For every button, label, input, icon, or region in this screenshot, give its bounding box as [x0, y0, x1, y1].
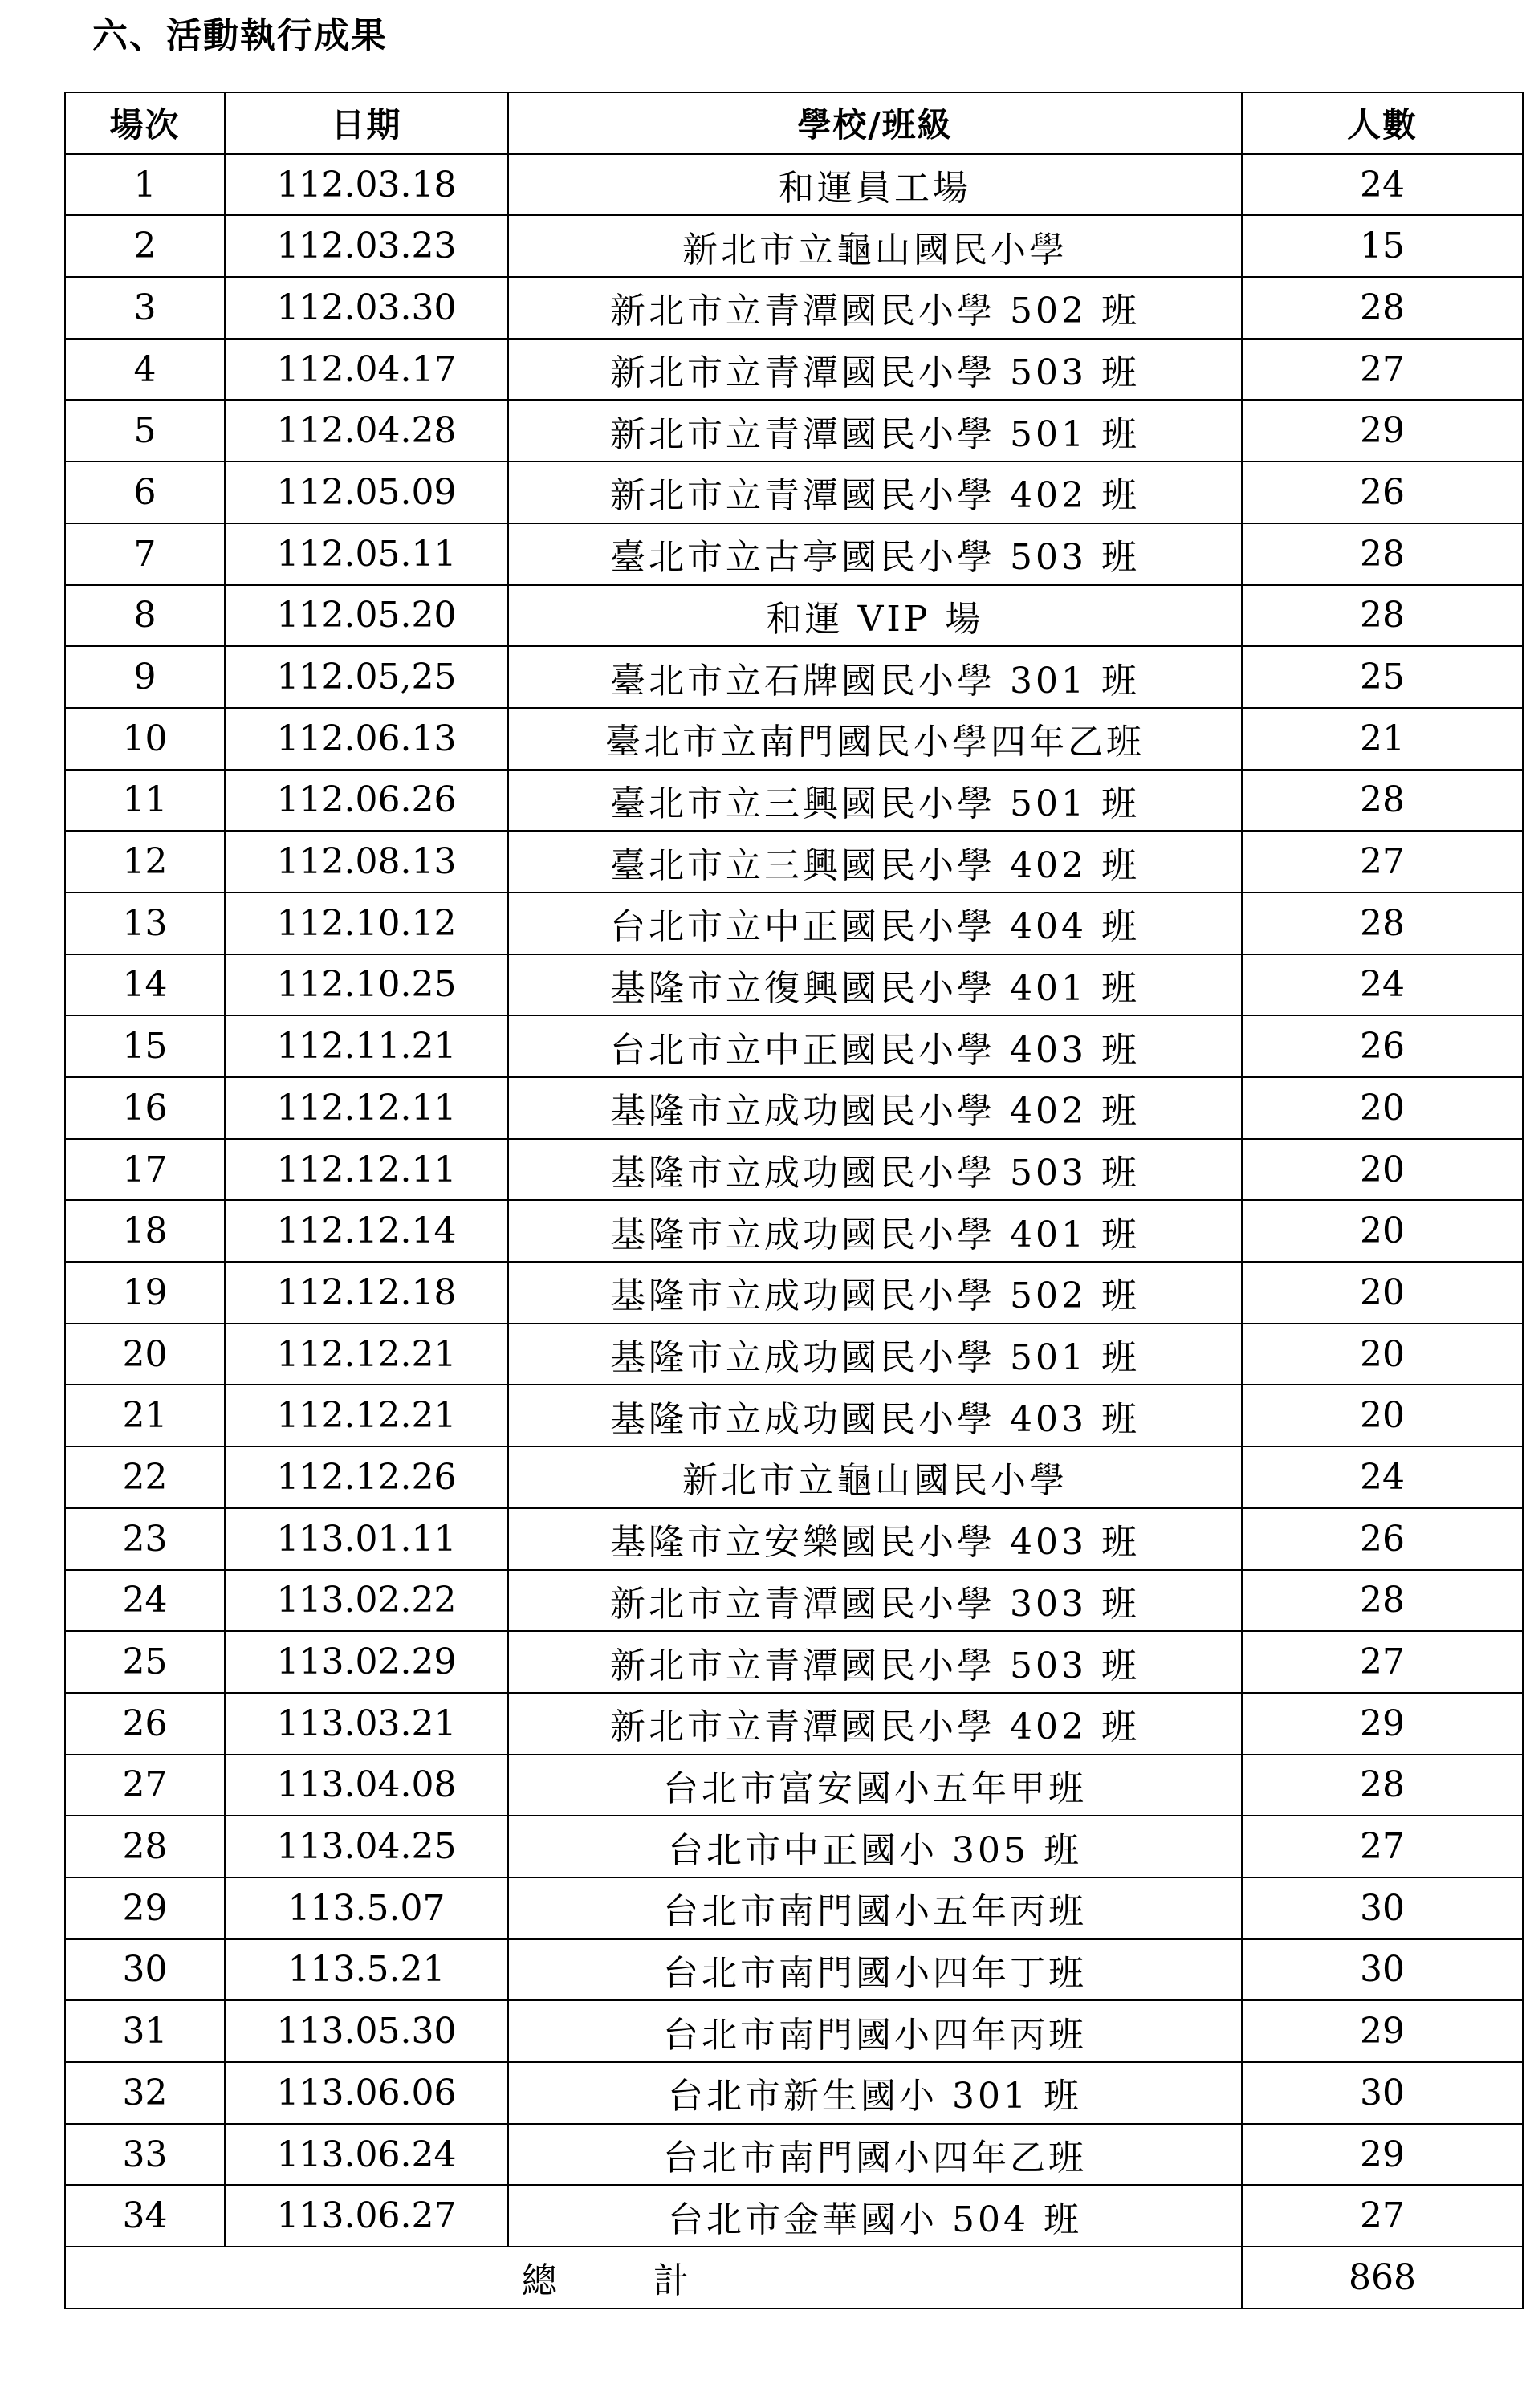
school-cell: 新北市立青潭國民小學 501 班 [508, 400, 1242, 462]
count-cell: 24 [1242, 1446, 1523, 1508]
table-row [65, 2000, 1523, 2062]
date-cell: 112.12.14 [225, 1200, 508, 1262]
count-cell: 20 [1242, 1139, 1523, 1201]
school-cell: 基隆市立復興國民小學 401 班 [508, 954, 1242, 1016]
session-cell: 27 [65, 1755, 225, 1816]
count-cell: 27 [1242, 1631, 1523, 1693]
school-cell: 臺北市立三興國民小學 402 班 [508, 831, 1242, 893]
session-cell: 3 [65, 277, 225, 339]
table-row [65, 215, 1523, 277]
date-cell: 113.06.24 [225, 2124, 508, 2186]
session-cell: 8 [65, 585, 225, 647]
session-cell: 32 [65, 2062, 225, 2124]
date-cell: 112.12.21 [225, 1385, 508, 1446]
session-cell: 20 [65, 1324, 225, 1385]
count-cell: 24 [1242, 154, 1523, 216]
table-row [65, 1324, 1523, 1385]
table-row [65, 1139, 1523, 1201]
session-cell: 24 [65, 1570, 225, 1632]
school-cell: 台北市金華國小 504 班 [508, 2185, 1242, 2247]
table-body [65, 154, 1523, 2247]
date-cell: 112.10.12 [225, 893, 508, 954]
count-cell: 28 [1242, 1755, 1523, 1816]
school-cell: 基隆市立成功國民小學 501 班 [508, 1324, 1242, 1385]
school-cell: 基隆市立安樂國民小學 403 班 [508, 1508, 1242, 1570]
school-cell: 基隆市立成功國民小學 503 班 [508, 1139, 1242, 1201]
school-cell: 基隆市立成功國民小學 403 班 [508, 1385, 1242, 1446]
session-cell: 34 [65, 2185, 225, 2247]
count-cell: 24 [1242, 954, 1523, 1016]
session-cell: 13 [65, 893, 225, 954]
table-row [65, 770, 1523, 832]
count-cell: 30 [1242, 1939, 1523, 2001]
date-cell: 113.06.27 [225, 2185, 508, 2247]
school-cell: 新北市立青潭國民小學 503 班 [508, 339, 1242, 401]
count-cell: 29 [1242, 400, 1523, 462]
table-row [65, 1816, 1523, 1877]
date-cell: 113.03.21 [225, 1693, 508, 1755]
school-cell: 台北市立中正國民小學 403 班 [508, 1015, 1242, 1077]
table-row [65, 1877, 1523, 1939]
total-value: 868 [1242, 2247, 1523, 2308]
table-row [65, 1693, 1523, 1755]
count-cell: 29 [1242, 2000, 1523, 2062]
table-row [65, 1755, 1523, 1816]
date-cell: 112.05,25 [225, 646, 508, 708]
date-cell: 113.05.30 [225, 2000, 508, 2062]
count-cell: 26 [1242, 1015, 1523, 1077]
table-row [65, 1015, 1523, 1077]
count-cell: 27 [1242, 831, 1523, 893]
count-cell: 28 [1242, 770, 1523, 832]
count-cell: 28 [1242, 585, 1523, 647]
session-cell: 18 [65, 1200, 225, 1262]
count-cell: 20 [1242, 1262, 1523, 1324]
date-cell: 112.04.17 [225, 339, 508, 401]
school-cell: 台北市中正國小 305 班 [508, 1816, 1242, 1877]
section-heading: 六、活動執行成果 [92, 15, 388, 56]
header-school-class: 學校/班級 [508, 92, 1242, 154]
date-cell: 112.10.25 [225, 954, 508, 1016]
date-cell: 113.02.22 [225, 1570, 508, 1632]
table-row [65, 2185, 1523, 2247]
school-cell: 臺北市立三興國民小學 501 班 [508, 770, 1242, 832]
date-cell: 113.04.25 [225, 1816, 508, 1877]
header-session: 場次 [65, 92, 225, 154]
school-cell: 台北市南門國小五年丙班 [508, 1877, 1242, 1939]
session-cell: 21 [65, 1385, 225, 1446]
session-cell: 30 [65, 1939, 225, 2001]
table-row [65, 1200, 1523, 1262]
count-cell: 28 [1242, 893, 1523, 954]
date-cell: 112.12.21 [225, 1324, 508, 1385]
table-row [65, 1077, 1523, 1139]
session-cell: 7 [65, 523, 225, 585]
school-cell: 台北市立中正國民小學 404 班 [508, 893, 1242, 954]
table-row [65, 400, 1523, 462]
school-cell: 新北市立青潭國民小學 303 班 [508, 1570, 1242, 1632]
header-date: 日期 [225, 92, 508, 154]
date-cell: 112.04.28 [225, 400, 508, 462]
session-cell: 2 [65, 215, 225, 277]
date-cell: 112.05.09 [225, 462, 508, 523]
count-cell: 28 [1242, 1570, 1523, 1632]
session-cell: 22 [65, 1446, 225, 1508]
date-cell: 113.02.29 [225, 1631, 508, 1693]
session-cell: 10 [65, 708, 225, 770]
table-row [65, 1446, 1523, 1508]
date-cell: 112.12.11 [225, 1077, 508, 1139]
session-cell: 5 [65, 400, 225, 462]
session-cell: 17 [65, 1139, 225, 1201]
school-cell: 新北市立龜山國民小學 [508, 215, 1242, 277]
date-cell: 113.01.11 [225, 1508, 508, 1570]
date-cell: 112.11.21 [225, 1015, 508, 1077]
table-row [65, 2124, 1523, 2186]
table-row [65, 1262, 1523, 1324]
date-cell: 112.06.26 [225, 770, 508, 832]
session-cell: 16 [65, 1077, 225, 1139]
count-cell: 29 [1242, 1693, 1523, 1755]
table-row [65, 1385, 1523, 1446]
count-cell: 26 [1242, 1508, 1523, 1570]
school-cell: 基隆市立成功國民小學 402 班 [508, 1077, 1242, 1139]
school-cell: 基隆市立成功國民小學 502 班 [508, 1262, 1242, 1324]
table-row [65, 646, 1523, 708]
school-cell: 新北市立青潭國民小學 503 班 [508, 1631, 1242, 1693]
school-cell: 台北市新生國小 301 班 [508, 2062, 1242, 2124]
count-cell: 27 [1242, 339, 1523, 401]
session-cell: 23 [65, 1508, 225, 1570]
school-cell: 基隆市立成功國民小學 401 班 [508, 1200, 1242, 1262]
table-row [65, 831, 1523, 893]
session-cell: 29 [65, 1877, 225, 1939]
session-cell: 33 [65, 2124, 225, 2186]
count-cell: 27 [1242, 2185, 1523, 2247]
count-cell: 28 [1242, 277, 1523, 339]
date-cell: 112.12.18 [225, 1262, 508, 1324]
count-cell: 28 [1242, 523, 1523, 585]
date-cell: 112.03.18 [225, 154, 508, 216]
session-cell: 11 [65, 770, 225, 832]
session-cell: 14 [65, 954, 225, 1016]
total-row [65, 2247, 1523, 2308]
count-cell: 20 [1242, 1324, 1523, 1385]
header-count: 人數 [1242, 92, 1523, 154]
table-row [65, 339, 1523, 401]
total-label: 總計 [65, 2247, 1242, 2308]
table-row [65, 893, 1523, 954]
date-cell: 112.05.11 [225, 523, 508, 585]
date-cell: 112.06.13 [225, 708, 508, 770]
table-row [65, 585, 1523, 647]
count-cell: 20 [1242, 1200, 1523, 1262]
count-cell: 20 [1242, 1385, 1523, 1446]
session-cell: 31 [65, 2000, 225, 2062]
count-cell: 30 [1242, 1877, 1523, 1939]
school-cell: 臺北市立南門國民小學四年乙班 [508, 708, 1242, 770]
results-table [64, 92, 1524, 2309]
school-cell: 新北市立青潭國民小學 502 班 [508, 277, 1242, 339]
count-cell: 30 [1242, 2062, 1523, 2124]
session-cell: 19 [65, 1262, 225, 1324]
count-cell: 25 [1242, 646, 1523, 708]
school-cell: 台北市南門國小四年丙班 [508, 2000, 1242, 2062]
table-row [65, 462, 1523, 523]
school-cell: 新北市立龜山國民小學 [508, 1446, 1242, 1508]
date-cell: 112.12.26 [225, 1446, 508, 1508]
date-cell: 112.08.13 [225, 831, 508, 893]
date-cell: 113.04.08 [225, 1755, 508, 1816]
date-cell: 113.5.07 [225, 1877, 508, 1939]
date-cell: 113.5.21 [225, 1939, 508, 2001]
school-cell: 台北市南門國小四年丁班 [508, 1939, 1242, 2001]
session-cell: 9 [65, 646, 225, 708]
school-cell: 臺北市立古亭國民小學 503 班 [508, 523, 1242, 585]
school-cell: 台北市富安國小五年甲班 [508, 1755, 1242, 1816]
count-cell: 20 [1242, 1077, 1523, 1139]
date-cell: 112.05.20 [225, 585, 508, 647]
count-cell: 27 [1242, 1816, 1523, 1877]
school-cell: 台北市南門國小四年乙班 [508, 2124, 1242, 2186]
session-cell: 28 [65, 1816, 225, 1877]
session-cell: 12 [65, 831, 225, 893]
school-cell: 和運 VIP 場 [508, 585, 1242, 647]
session-cell: 15 [65, 1015, 225, 1077]
session-cell: 25 [65, 1631, 225, 1693]
count-cell: 15 [1242, 215, 1523, 277]
table-row [65, 154, 1523, 216]
count-cell: 29 [1242, 2124, 1523, 2186]
table-row [65, 1508, 1523, 1570]
table-row [65, 708, 1523, 770]
table-header-row [65, 92, 1523, 154]
session-cell: 26 [65, 1693, 225, 1755]
session-cell: 6 [65, 462, 225, 523]
count-cell: 26 [1242, 462, 1523, 523]
table-row [65, 954, 1523, 1016]
count-cell: 21 [1242, 708, 1523, 770]
date-cell: 113.06.06 [225, 2062, 508, 2124]
session-cell: 4 [65, 339, 225, 401]
school-cell: 新北市立青潭國民小學 402 班 [508, 462, 1242, 523]
session-cell: 1 [65, 154, 225, 216]
table-row [65, 1631, 1523, 1693]
date-cell: 112.03.30 [225, 277, 508, 339]
school-cell: 臺北市立石牌國民小學 301 班 [508, 646, 1242, 708]
date-cell: 112.03.23 [225, 215, 508, 277]
school-cell: 新北市立青潭國民小學 402 班 [508, 1693, 1242, 1755]
table-row [65, 523, 1523, 585]
table-row [65, 1939, 1523, 2001]
table-row [65, 2062, 1523, 2124]
table-row [65, 1570, 1523, 1632]
table-row [65, 277, 1523, 339]
school-cell: 和運員工場 [508, 154, 1242, 216]
date-cell: 112.12.11 [225, 1139, 508, 1201]
